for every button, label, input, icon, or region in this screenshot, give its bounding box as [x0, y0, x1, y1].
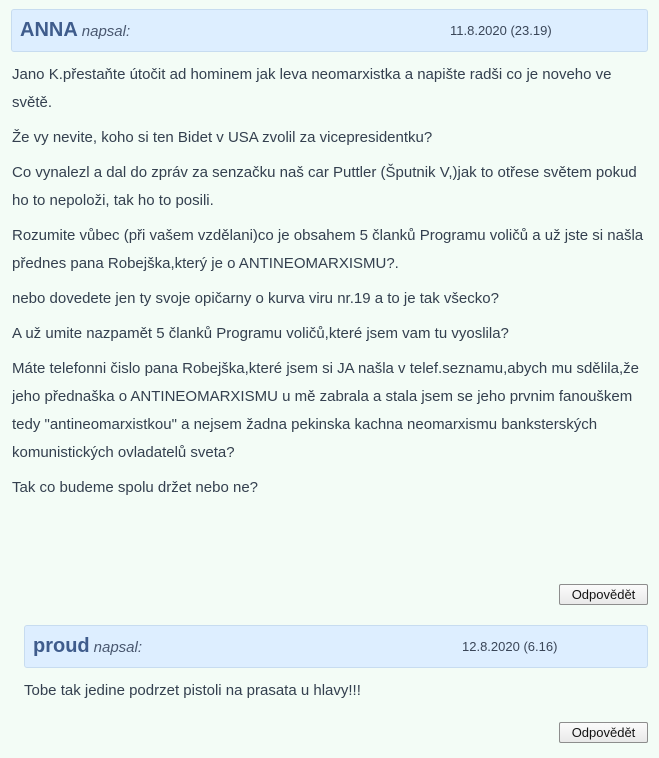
comment-paragraph: Jano K.přestaňte útočit ad hominem jak leva neomarxistka a napište radši co je noveho ve světě.	[12, 66, 612, 111]
napsal-label: napsal:	[93, 639, 143, 656]
comment-date: 11.8.2020 (23.19)	[450, 23, 552, 38]
comment-header	[24, 625, 648, 668]
comment-body	[24, 677, 644, 712]
comment-paragraph: Máte telefonni čislo pana Robejška,které jsem si JA našla v telef.seznamu,abych mu sdělila,že jeho přednaška o ANTINEOMARXISMU u mě zabrala a stala jsem se jeho prvnim fanouškem tedy "antineomarxistkou" a nejsem žadna pekinska kachna neomarxismu banksterských komunistických ovladatelů sveta?	[12, 360, 639, 461]
comment-date: 12.8.2020 (6.16)	[462, 639, 558, 654]
comment-author: ANNA napsal:	[20, 19, 131, 41]
comment-paragraph: Co vynalezl a dal do zpráv za senzačku naš car Puttler (Šputnik V,)jak to otřese světem pokud ho to nepoloži, tak ho to posili.	[12, 164, 637, 209]
comment-paragraph: Rozumite vůbec (při vašem vzdělani)co je obsahem 5 članků Programu voličů a už jste si našla přednes pana Robejška,který je o ANTINEOMARXISMU?.	[12, 227, 644, 272]
comment-author: proud napsal:	[33, 635, 143, 657]
napsal-label: napsal:	[81, 23, 131, 40]
comment-paragraph: A už umite nazpamět 5 članků Programu voličů,které jsem vam tu vyoslila?	[12, 325, 509, 342]
comment-paragraph: Tobe tak jedine podrzet pistoli na prasata u hlavy!!!	[24, 682, 361, 699]
comment-header	[11, 9, 648, 52]
reply-button[interactable]: Odpovědět	[559, 722, 648, 743]
comment-paragraph: Že vy nevite, koho si ten Bidet v USA zvolil za vicepresidentku?	[12, 129, 433, 146]
comment-body	[12, 61, 644, 509]
comment-paragraph: Tak co budeme spolu držet nebo ne?	[12, 479, 258, 496]
comment-paragraph: nebo dovedete jen ty svoje opičarny o kurva viru nr.19 a to je tak všecko?	[12, 290, 499, 307]
reply-button[interactable]: Odpovědět	[559, 584, 648, 605]
